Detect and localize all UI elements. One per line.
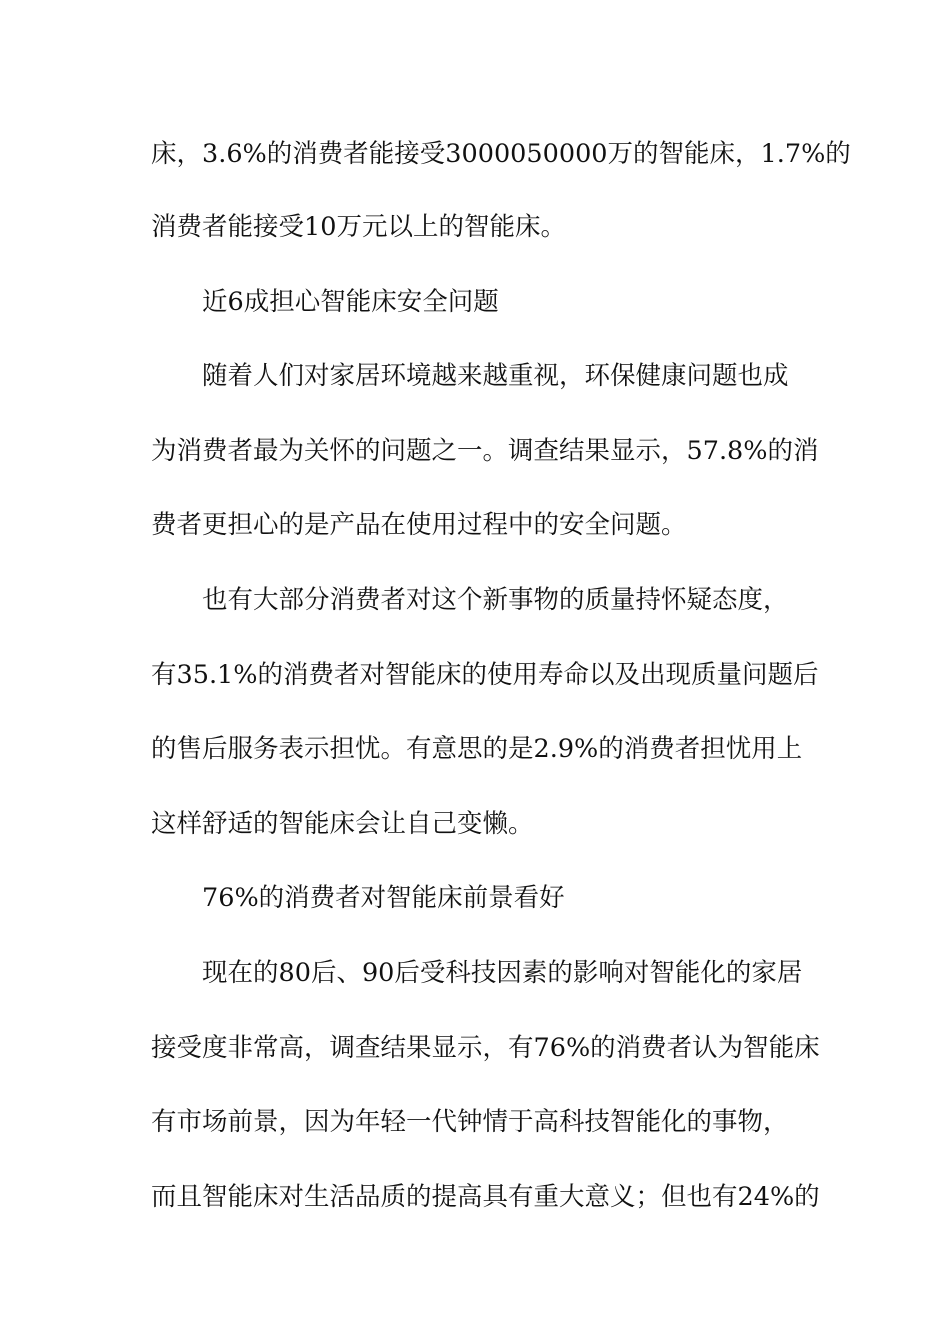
text-line: 消费者能接受10万元以上的智能床。 <box>151 212 566 242</box>
section-heading: 76%的消费者对智能床前景看好 <box>202 883 565 913</box>
text-line: 随着人们对家居环境越来越重视，环保健康问题也成 <box>202 361 789 391</box>
text-line: 现在的80后、90后受科技因素的影响对智能化的家居 <box>202 958 803 988</box>
text-line: 有市场前景，因为年轻一代钟情于高科技智能化的事物， <box>151 1107 789 1137</box>
text-line: 而且智能床对生活品质的提高具有重大意义；但也有24%的 <box>151 1182 820 1212</box>
text-line: 这样舒适的智能床会让自己变懒。 <box>151 809 534 839</box>
text-line: 也有大部分消费者对这个新事物的质量持怀疑态度， <box>202 585 789 615</box>
text-line: 的售后服务表示担忧。有意思的是2.9%的消费者担忧用上 <box>151 734 803 764</box>
text-line: 为消费者最为关怀的问题之一。调查结果显示，57.8%的消 <box>151 436 819 466</box>
text-line: 有35.1%的消费者对智能床的使用寿命以及出现质量问题后 <box>151 660 819 690</box>
section-heading: 近6成担心智能床安全问题 <box>202 287 499 317</box>
text-line: 床，3.6%的消费者能接受3000050000万的智能床，1.7%的 <box>151 139 851 169</box>
text-line: 接受度非常高，调查结果显示，有76%的消费者认为智能床 <box>151 1033 820 1063</box>
text-line: 费者更担心的是产品在使用过程中的安全问题。 <box>151 510 687 540</box>
